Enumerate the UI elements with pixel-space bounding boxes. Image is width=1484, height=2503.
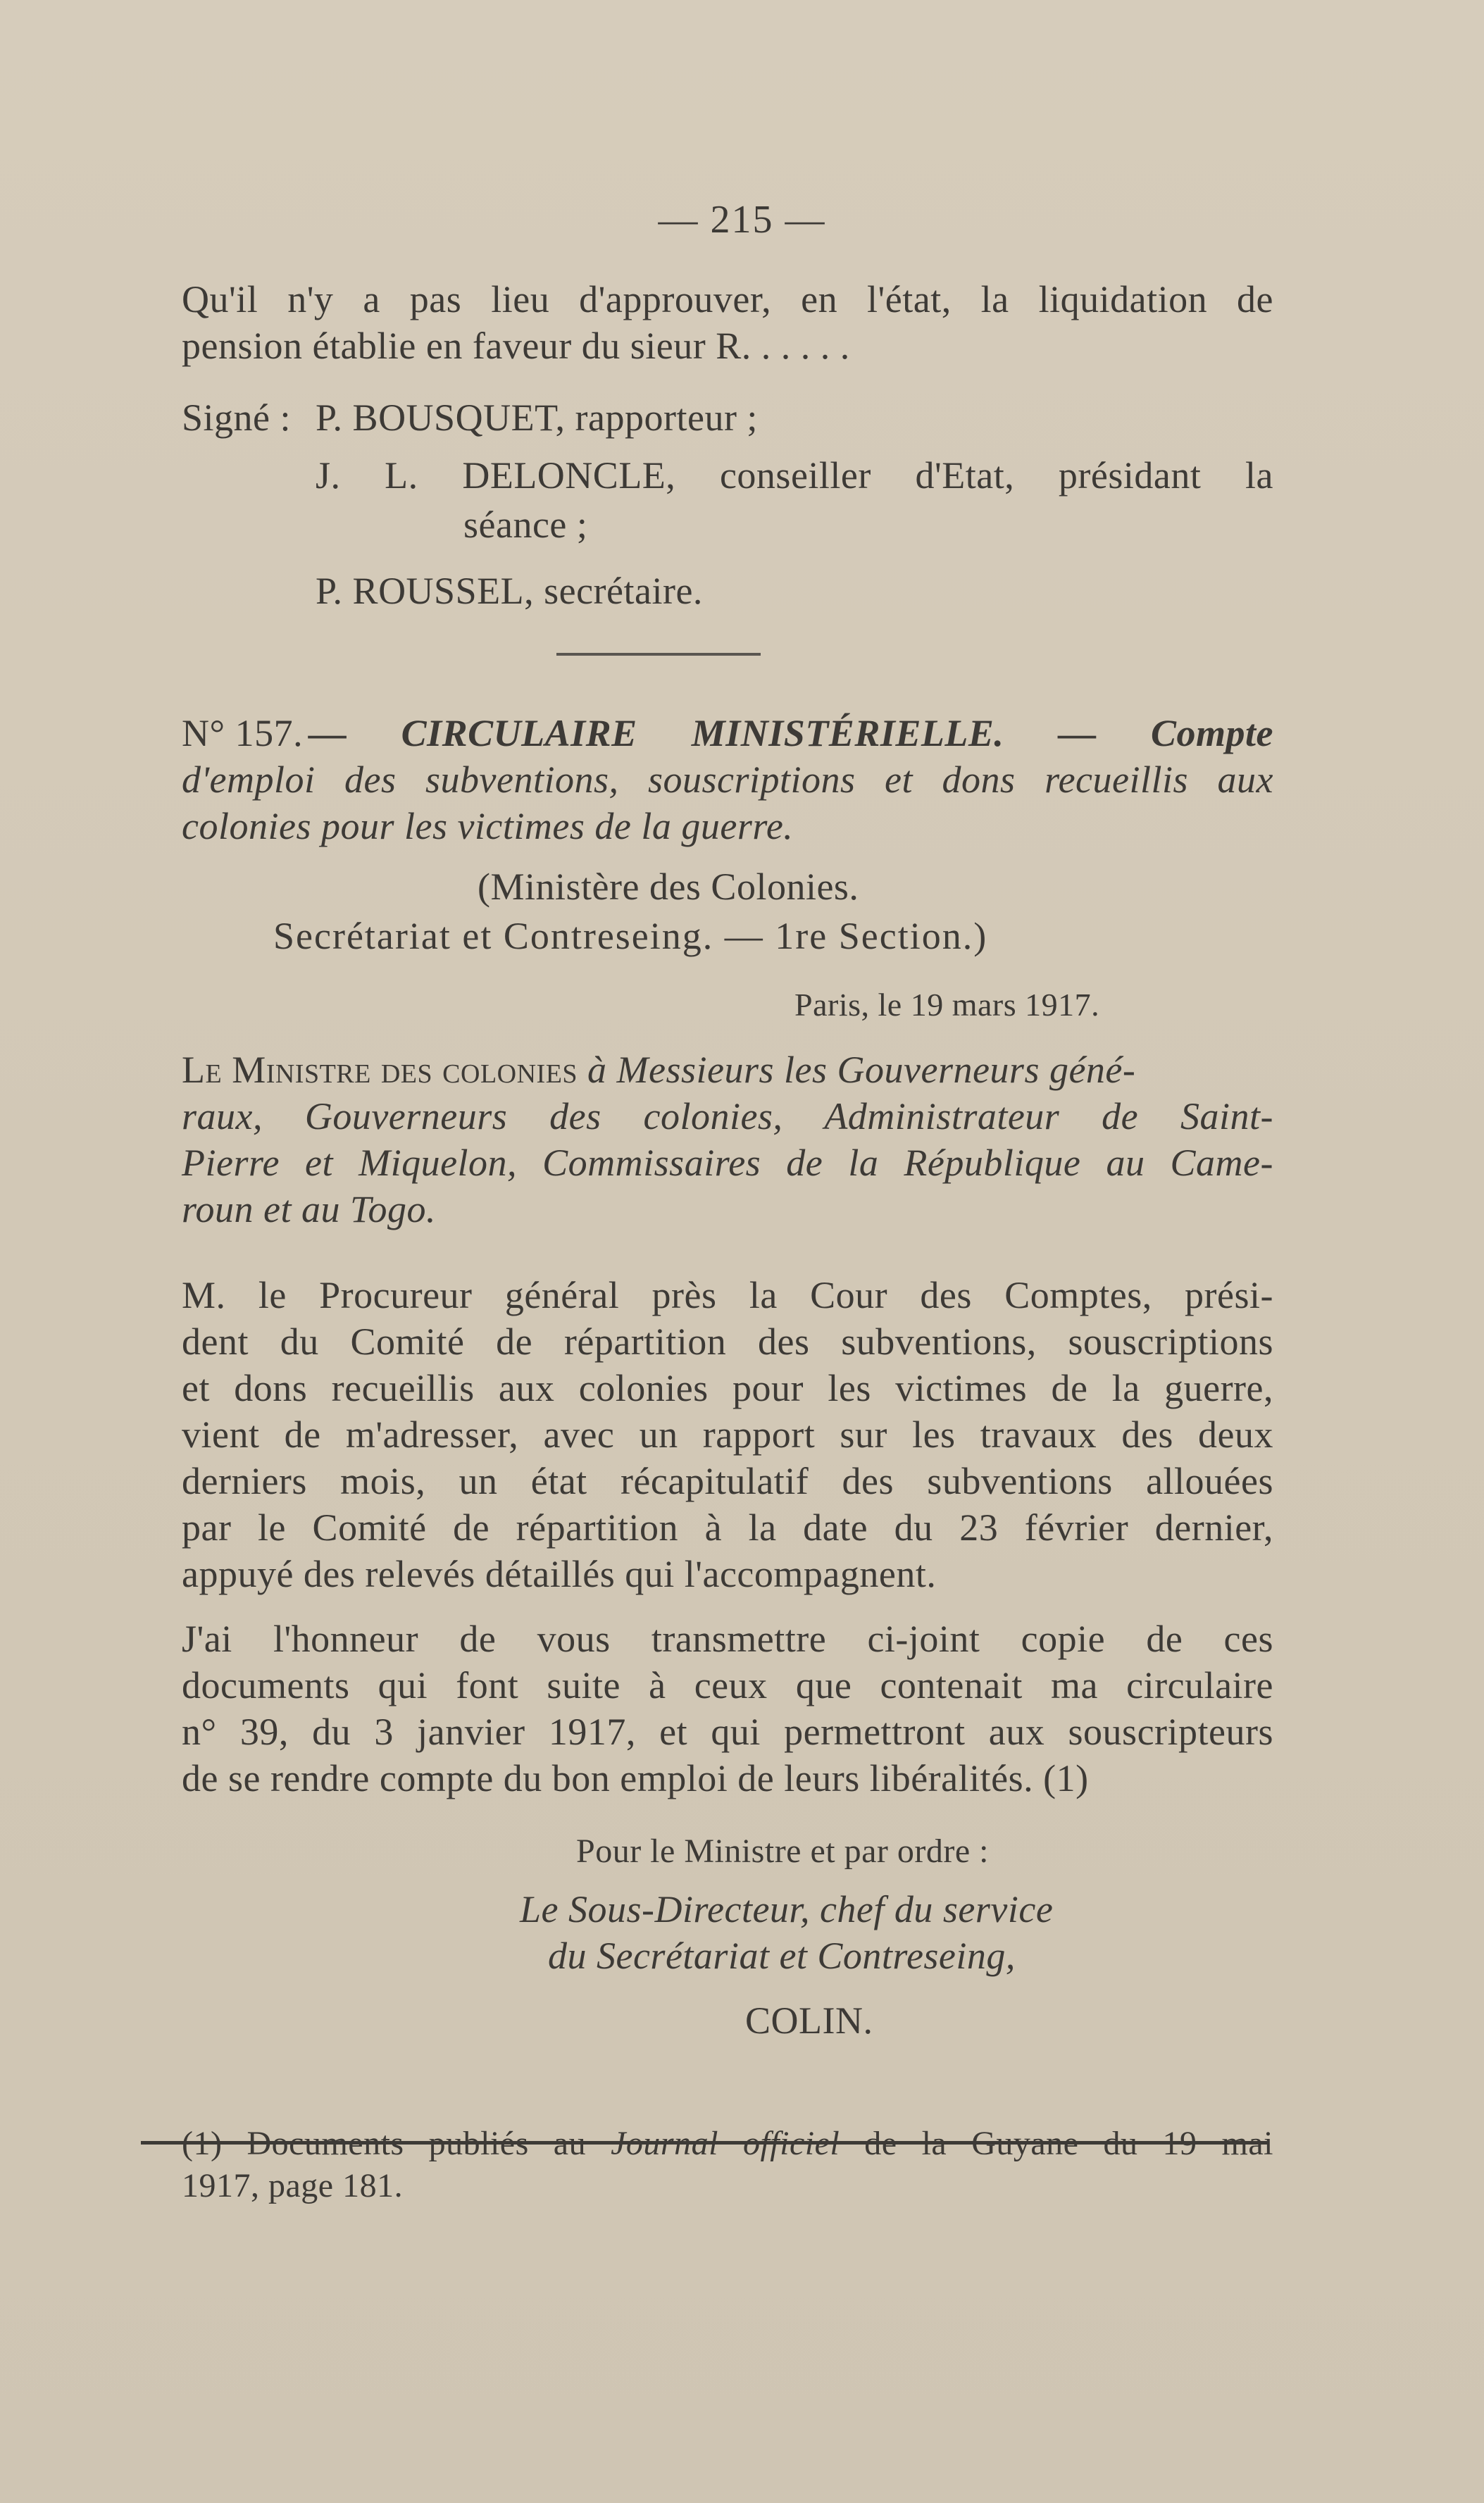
body-p2-line-1: J'ai l'honneur de vous transmettre ci-joint copie de ces <box>182 1618 1273 1660</box>
address-recipients-start: à Messieurs les Gouverneurs géné- <box>587 1049 1136 1091</box>
address-line-2: raux, Gouverneurs des colonies, Administrateur de Saint- <box>182 1095 1273 1137</box>
body-p1-line-3: et dons recueillis aux colonies pour les victimes de la guerre, <box>182 1367 1273 1409</box>
signature-deloncle: J. L. DELONCLE, conseiller d'Etat, présidant la <box>316 454 1273 497</box>
footnote-text-a: (1) Documents publiés au <box>182 2125 587 2162</box>
footnote-line-2: 1917, page 181. <box>182 2167 404 2204</box>
closing-line-3: du Secrétariat et Contreseing, <box>548 1935 1016 1977</box>
ministry-line-1: (Ministère des Colonies. <box>478 866 859 908</box>
body-p1-line-7: appuyé des relevés détaillés qui l'accompagnent. <box>182 1553 937 1595</box>
address-line-4: roun et au Togo. <box>182 1188 437 1230</box>
body-p1-line-6: par le Comité de répartition à la date du 23 février dernier, <box>182 1506 1273 1549</box>
closing-line-1: Pour le Ministre et par ordre : <box>576 1833 990 1870</box>
intro-line-1: Qu'il n'y a pas lieu d'approuver, en l'état, la liquidation de <box>182 278 1273 320</box>
circular-date: Paris, le 19 mars 1917. <box>794 987 1100 1023</box>
section-divider <box>556 653 761 656</box>
body-p1-line-1 <box>182 1272 1273 1318</box>
body-p1-line-5: derniers mois, un état récapitulatif des subventions allouées <box>182 1460 1273 1502</box>
footnote-text-c: de la Guyane du 19 mai <box>864 2125 1274 2162</box>
address-line-1 <box>182 1047 1273 1093</box>
circular-number: N° 157. <box>182 712 304 754</box>
body-p2-line-2: documents qui font suite à ceux que contenait ma circulaire <box>182 1664 1273 1706</box>
body-p2-line-4: de se rendre compte du bon emploi de leurs libéralités. (1) <box>182 1757 1089 1799</box>
signature-bousquet: P. BOUSQUET, rapporteur ; <box>316 397 758 439</box>
circular-title-3: colonies pour les victimes de la guerre. <box>182 805 794 847</box>
page-number: — 215 — <box>658 198 826 242</box>
body-p2-line-3: n° 39, du 3 janvier 1917, et qui permettront aux souscripteurs <box>182 1711 1273 1753</box>
signatures-label: Signé : <box>182 397 292 439</box>
footnote-line-1 <box>182 2123 1273 2165</box>
circular-title-1: — CIRCULAIRE MINISTÉRIELLE. — Compte <box>308 712 1273 754</box>
body-p1-line-4: vient de m'adresser, avec un rapport sur les travaux des deux <box>182 1413 1273 1456</box>
closing-line-2: Le Sous-Directeur, chef du service <box>520 1888 1054 1930</box>
signature-deloncle-cont: séance ; <box>463 504 588 546</box>
closing-signature: COLIN. <box>745 1999 873 2042</box>
body-p1-line-2: dent du Comité de répartition des subventions, souscriptions <box>182 1321 1273 1363</box>
signature-roussel: P. ROUSSEL, secrétaire. <box>316 570 703 612</box>
intro-line-2: pension établie en faveur du sieur R. . . . . . <box>182 325 850 367</box>
address-sender: Le Ministre des colonies <box>182 1049 578 1091</box>
address-line-3: Pierre et Miquelon, Commissaires de la République au Came- <box>182 1142 1273 1184</box>
ministry-line-2: Secrétariat et Contreseing. — 1re Section.) <box>273 915 988 957</box>
body-p1-text-1: M. le Procureur général près la Cour des Comptes, prési- <box>182 1274 1273 1316</box>
circular-title-2: d'emploi des subventions, souscriptions et dons recueillis aux <box>182 759 1273 801</box>
footnote-journal: Journal officiel <box>611 2125 840 2162</box>
